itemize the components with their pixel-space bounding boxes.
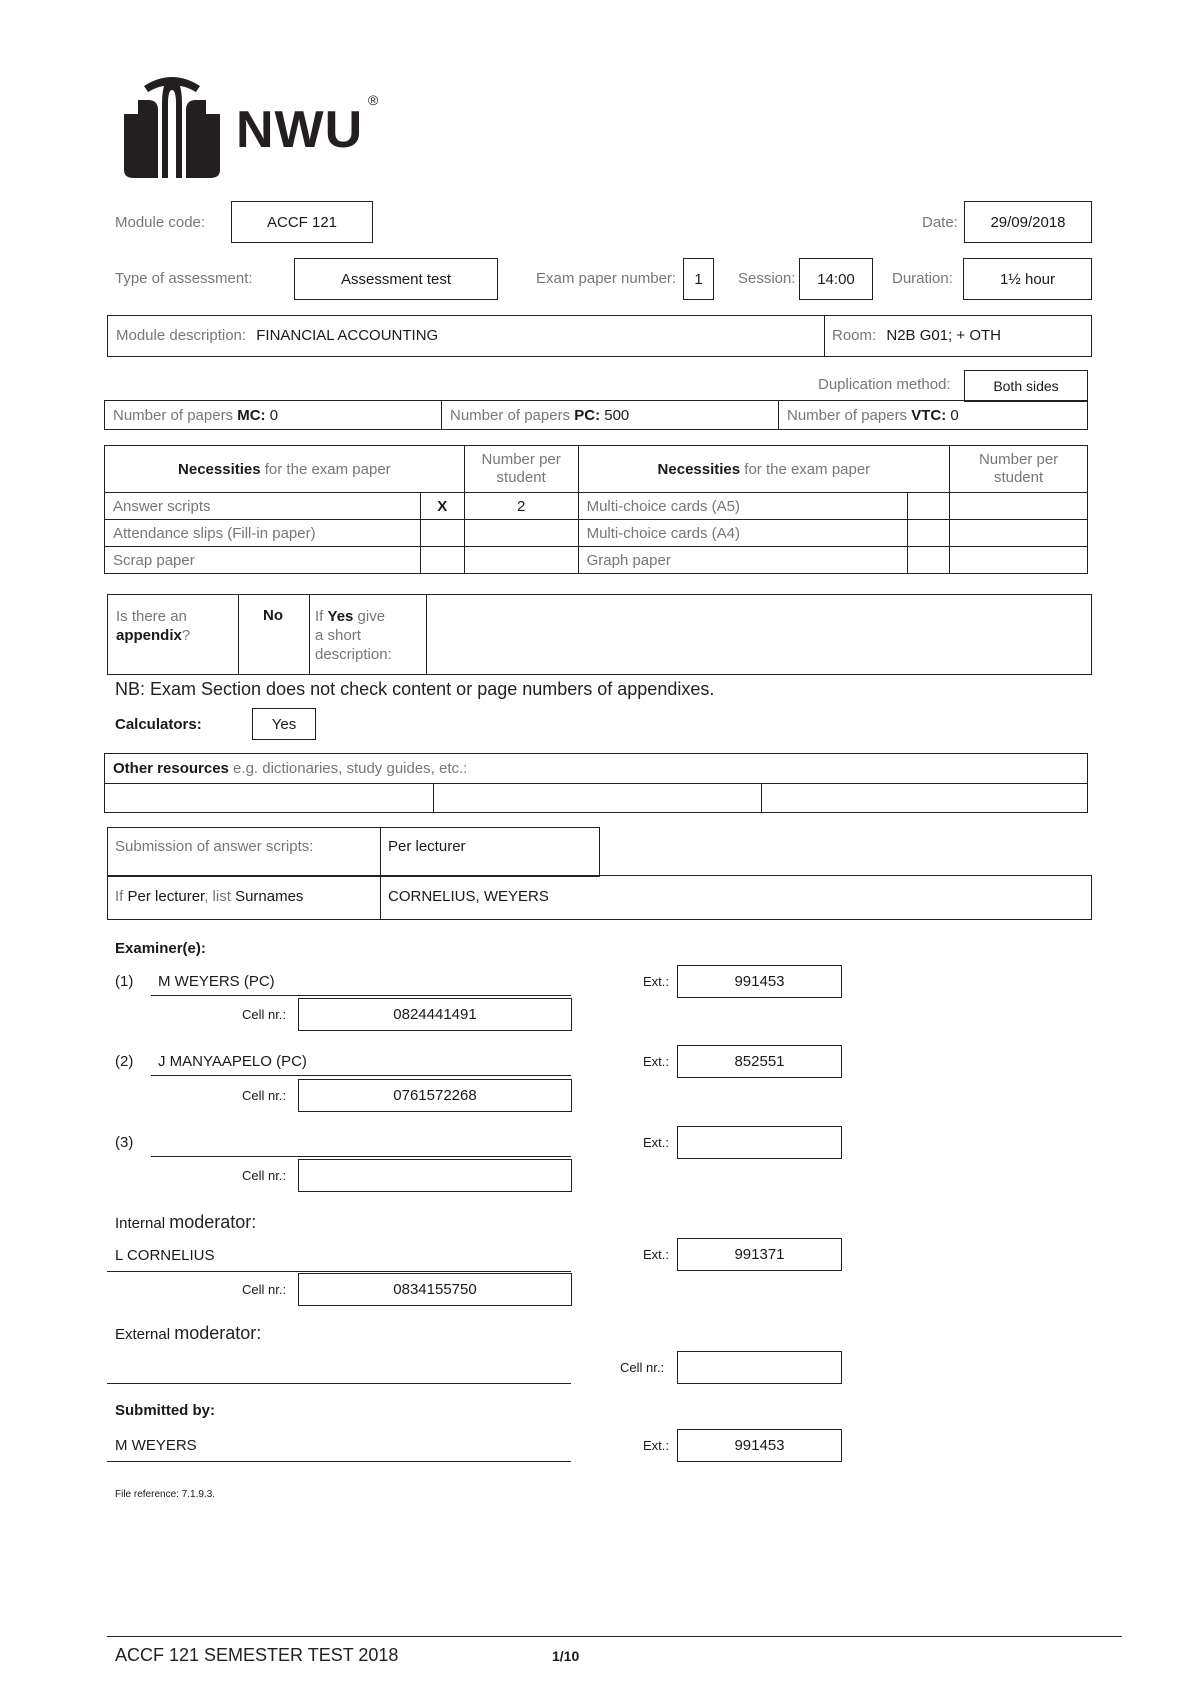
calculators-label: Calculators: <box>115 716 202 733</box>
examiner-number: (3) <box>115 1134 134 1151</box>
necessity-label: Multi-choice cards (A4) <box>578 520 908 547</box>
ext-label: Ext.: <box>643 1135 670 1150</box>
necessity-label: Scrap paper <box>105 547 421 574</box>
examiner-ext-field <box>677 1126 842 1159</box>
session-label: Session: <box>738 270 796 287</box>
nwu-emblem-icon <box>118 74 226 182</box>
internal-moderator-ext-field: 991371 <box>677 1238 842 1271</box>
examiner-name: M WEYERS (PC) <box>158 973 275 990</box>
exam-paper-number-field: 1 <box>683 258 714 300</box>
papers-vtc-label: Number of papers <box>787 406 908 424</box>
ext-label: Ext.: <box>643 1247 670 1262</box>
nb-note: NB: Exam Section does not check content or page numbers of appendixes. <box>115 679 715 699</box>
submitted-by-title: Submitted by: <box>115 1402 215 1419</box>
module-description-label: Module description: <box>116 327 247 344</box>
papers-mc-label: Number of papers <box>113 406 234 424</box>
registered-mark: ® <box>368 92 379 108</box>
duplication-method-field: Both sides <box>964 370 1088 402</box>
table-row <box>105 520 1088 547</box>
number-per-student-header-left: Number per student <box>464 446 578 493</box>
examiner-ext-field: 852551 <box>677 1045 842 1078</box>
cell-label: Cell nr.: <box>242 1168 287 1183</box>
necessity-number <box>464 520 578 547</box>
module-code-field: ACCF 121 <box>231 201 373 243</box>
type-of-assessment-field: Assessment test <box>294 258 498 300</box>
other-resources-label: Other resources <box>113 760 229 777</box>
appendix-box <box>107 594 1092 675</box>
cell-label: Cell nr.: <box>242 1282 287 1297</box>
module-code-label: Module code: <box>115 214 206 231</box>
papers-pc-key: PC: <box>574 406 601 424</box>
duplication-method-label: Duplication method: <box>818 376 951 393</box>
nwu-logo-text: NWU <box>236 101 364 159</box>
appendix-if-yes: If Yes give a short description: <box>315 608 392 663</box>
duration-label: Duration: <box>892 270 953 287</box>
cell-label: Cell nr.: <box>242 1088 287 1103</box>
necessity-mark: X <box>420 493 464 520</box>
necessity-mark <box>420 520 464 547</box>
necessities-header-left: Necessities for the exam paper <box>105 446 465 493</box>
papers-pc-label: Number of papers <box>450 406 571 424</box>
internal-moderator-title: Internal moderator: <box>115 1212 257 1232</box>
examiner-ext-field: 991453 <box>677 965 842 998</box>
calculators-field: Yes <box>252 708 316 740</box>
necessity-number <box>950 547 1088 574</box>
submission-value: Per lecturer <box>388 838 466 855</box>
necessity-mark <box>908 547 950 574</box>
examiner-cell-field: 0761572268 <box>298 1079 572 1112</box>
submitted-by-ext-field: 991453 <box>677 1429 842 1462</box>
date-label: Date: <box>922 214 958 231</box>
ext-label: Ext.: <box>643 1054 670 1069</box>
necessity-number <box>464 547 578 574</box>
necessity-mark <box>420 547 464 574</box>
session-field: 14:00 <box>799 258 873 300</box>
footer-title: ACCF 121 SEMESTER TEST 2018 <box>115 1645 399 1665</box>
necessity-label: Graph paper <box>578 547 908 574</box>
room-label: Room: <box>832 327 877 344</box>
examiner-number: (2) <box>115 1053 134 1070</box>
appendix-question: Is there an appendix? <box>116 608 191 644</box>
cell-label: Cell nr.: <box>242 1007 287 1022</box>
ext-label: Ext.: <box>643 1438 670 1453</box>
examiner-cell-field: 0824441491 <box>298 998 572 1031</box>
submitted-by-name: M WEYERS <box>115 1437 197 1454</box>
ext-label: Ext.: <box>643 974 670 989</box>
papers-mc-key: MC: <box>237 406 266 424</box>
footer-page-number: 1/10 <box>552 1648 580 1664</box>
necessity-label: Answer scripts <box>105 493 421 520</box>
external-moderator-title: External moderator: <box>115 1323 262 1343</box>
duration-field: 1½ hour <box>963 258 1092 300</box>
exam-paper-number-label: Exam paper number: <box>536 270 677 287</box>
surnames-value: CORNELIUS, WEYERS <box>388 888 549 905</box>
internal-moderator-name: L CORNELIUS <box>115 1247 215 1264</box>
papers-mc-value: 0 <box>269 406 279 424</box>
necessity-mark <box>908 520 950 547</box>
nwu-logo <box>118 74 398 184</box>
table-row <box>105 547 1088 574</box>
necessities-table <box>104 445 1088 574</box>
examiner-name: J MANYAAPELO (PC) <box>158 1053 307 1070</box>
appendix-answer: No <box>263 607 283 624</box>
necessity-mark <box>908 493 950 520</box>
cell-label: Cell nr.: <box>620 1360 665 1375</box>
internal-moderator-cell-field: 0834155750 <box>298 1273 572 1306</box>
necessity-number <box>950 493 1088 520</box>
examiner-number: (1) <box>115 973 134 990</box>
other-resources-hint: e.g. dictionaries, study guides, etc.: <box>228 760 468 777</box>
other-resources-box <box>104 753 1088 813</box>
surnames-label: If Per lecturer, list Surnames <box>115 888 304 905</box>
necessity-label: Multi-choice cards (A5) <box>578 493 908 520</box>
submission-box <box>107 827 1092 920</box>
table-row <box>105 493 1088 520</box>
number-per-student-header-right: Number per student <box>950 446 1088 493</box>
examiners-title: Examiner(e): <box>115 940 206 957</box>
examiner-cell-field <box>298 1159 572 1192</box>
external-moderator-cell-field <box>677 1351 842 1384</box>
submission-label: Submission of answer scripts: <box>115 838 314 855</box>
module-description-row <box>107 315 1092 357</box>
file-reference: File reference: 7.1.9.3. <box>115 1489 216 1500</box>
necessity-label: Attendance slips (Fill-in paper) <box>105 520 421 547</box>
papers-vtc-key: VTC: <box>911 406 947 424</box>
number-of-papers-row <box>104 400 1088 430</box>
room-value: N2B G01; + OTH <box>886 327 1001 344</box>
type-of-assessment-label: Type of assessment: <box>115 270 253 287</box>
module-description-value: FINANCIAL ACCOUNTING <box>256 327 439 344</box>
necessity-number: 2 <box>464 493 578 520</box>
date-field: 29/09/2018 <box>964 201 1092 243</box>
necessities-header-right: Necessities for the exam paper <box>578 446 950 493</box>
papers-vtc-value: 0 <box>950 406 959 424</box>
necessity-number <box>950 520 1088 547</box>
papers-pc-value: 500 <box>604 406 630 424</box>
